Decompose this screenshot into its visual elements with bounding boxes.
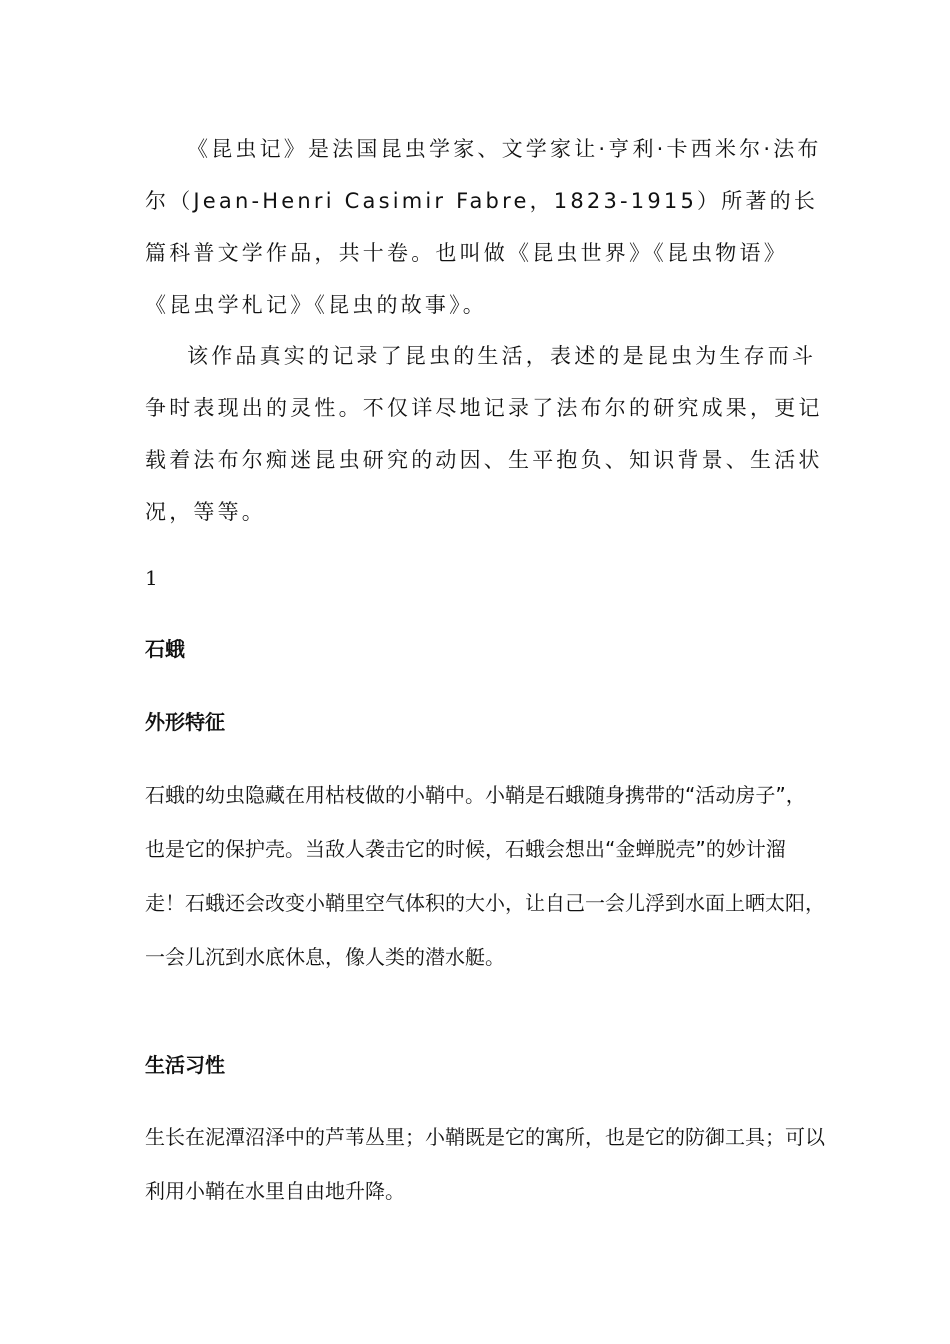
form-heading: 外形特征 [145,710,225,734]
section-number: 1 [145,566,158,590]
habit-paragraph: 生长在泥潭沼泽中的芦苇丛里；小鞘既是它的寓所，也是它的防御工具；可以利用小鞘在水里自由地升降。 [145,1125,825,1203]
section-title: 石蛾 [145,637,185,661]
intro-paragraph-2: 该作品真实的记录了昆虫的生活，表述的是昆虫为生存而斗争时表现出的灵性。不仅详尽地记录了法布尔的研究成果，更记载着法布尔痴迷昆虫研究的动因、生平抱负、知识背景、生活状况，等等。 [145,344,823,524]
habit-heading: 生活习性 [145,1053,225,1077]
intro-paragraph-1: 《昆虫记》是法国昆虫学家、文学家让·亨利·卡西米尔·法布尔（Jean-Henri Casimir Fabre，1823-1915）所著的长篇科普文学作品，共十卷。也叫做《昆虫世界》《昆虫物语》《昆虫学札记》《昆虫的故事》。 [145,137,822,317]
form-paragraph: 石蛾的幼虫隐藏在用枯枝做的小鞘中。小鞘是石蛾随身携带的“活动房子”，也是它的保护壳。当敌人袭击它的时候，石蛾会想出“金蝉脱壳”的妙计溜走！石蛾还会改变小鞘里空气体积的大小，让自己一会儿浮到水面上晒太阳，一会儿沉到水底休息，像人类的潜水艇。 [145,783,825,969]
